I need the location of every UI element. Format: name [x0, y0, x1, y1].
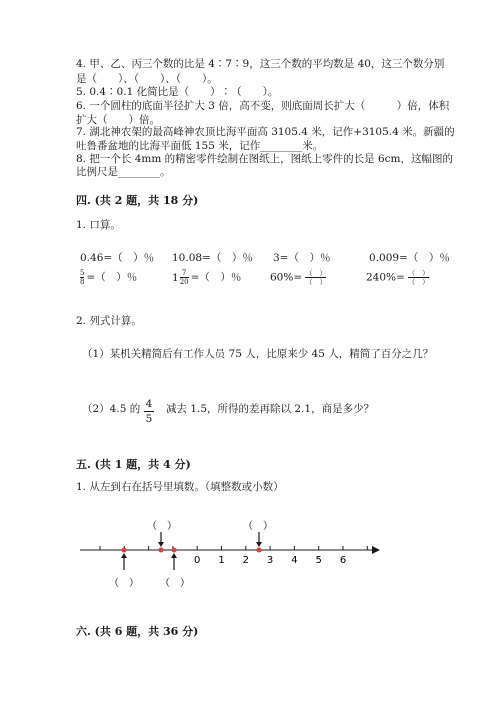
number-line — [0, 510, 500, 595]
fraction-denominator: （ ） — [408, 278, 430, 286]
up-arrow-icon — [121, 553, 127, 570]
down-arrow-icon — [158, 532, 164, 547]
fraction-bar — [144, 411, 154, 412]
point-marker — [122, 548, 127, 553]
section-4-question-1: 1. 口算。 — [76, 219, 121, 231]
question-6-line-2: 扩大（ ）倍。 — [76, 114, 160, 126]
fraction-denominator: 5 — [145, 413, 153, 425]
section-4-question-2: 2. 列式计算。 — [76, 315, 142, 327]
fraction-blank — [408, 269, 429, 286]
oral-calc-f — [172, 269, 241, 286]
fraction-numerator: （ ） — [408, 269, 430, 277]
question-8-line-1: 8. 把一个长 4mm 的精密零件绘制在图纸上，图纸上零件的长是 6cm，这幅图的 — [76, 153, 453, 165]
down-arrow-icon — [256, 532, 262, 547]
oral-calc-f-rest: =（ ）％ — [190, 271, 242, 284]
oral-calc-d: 0.009=（ ）％ — [369, 252, 450, 264]
number-line-tick-labels — [194, 555, 346, 566]
up-arrow-icon — [171, 553, 177, 570]
point-marker — [159, 548, 164, 553]
number-line-tick-label: 2 — [242, 555, 249, 566]
question-8-line-2: 比例尺是________。 — [76, 166, 171, 178]
number-line-tick-label: 0 — [194, 555, 201, 566]
fraction-5-8 — [80, 269, 84, 286]
number-line-tick-label: 6 — [339, 555, 347, 566]
word-problem-1: （1）某机关精简后有工作人员 75 人，比原来少 45 人，精简了百分之几？ — [82, 348, 434, 360]
answer-bracket: （ ） — [109, 578, 139, 589]
point-marker — [257, 548, 262, 553]
answer-bracket: （ ） — [160, 578, 190, 589]
number-line-ticks — [100, 546, 367, 550]
answer-bracket: （ ） — [243, 521, 273, 532]
number-line-tick-label: 3 — [266, 555, 274, 566]
oral-calc-a: 0.46=（ ）％ — [80, 252, 155, 264]
oral-calc-h — [366, 269, 431, 286]
section-6-heading: 六. (共 6 题，共 36 分) — [76, 625, 199, 638]
question-4-line-1: 4. 甲、乙、丙三个数的比是 4∶7∶9，这三个数的平均数是 40，这三个数分别 — [76, 58, 445, 70]
question-6-line-1: 6. 一个圆柱的底面半径扩大 3 倍，高不变，则底面周长扩大（ ）倍，体积 — [76, 100, 450, 112]
question-4-line-2: 是（ ）、（ ）、（ ）。 — [76, 73, 218, 85]
word-problem-2-suffix: 减去 1.5，所得的差再除以 2.1，商是多少？ — [166, 403, 375, 415]
number-line-tick-label: 1 — [218, 555, 225, 566]
mixed-number — [172, 269, 191, 286]
oral-calc-g — [270, 269, 328, 286]
number-line-tick-label: 4 — [291, 555, 298, 566]
fraction-numerator: 7 — [181, 269, 187, 277]
number-line-tick-label: 5 — [315, 555, 322, 566]
point-marker — [172, 548, 177, 553]
section-5-question-1: 1. 从左到右在括号里填数。（填整数或小数） — [76, 481, 284, 493]
oral-calc-e — [80, 269, 137, 286]
mixed-whole: 1 — [172, 271, 179, 284]
question-7-line-1: 7. 湖北神农架的最高峰神农顶比海平面高 3105.4 米，记作+3105.4 米。新疆的 — [76, 126, 455, 138]
fraction-blank — [305, 269, 326, 286]
oral-calc-g-left: 60%= — [270, 271, 303, 284]
fraction-denominator: （ ） — [305, 278, 327, 286]
oral-calc-e-rest: =（ ）％ — [86, 271, 138, 284]
fraction-4-5 — [144, 398, 154, 425]
word-problem-2-prefix: （2）4.5 的 — [82, 403, 141, 415]
oral-calc-b: 10.08=（ ）％ — [172, 252, 253, 264]
question-5: 5. 0.4∶0.1 化简比是（ ）∶（ ）。 — [76, 86, 279, 98]
fraction-7-20 — [180, 269, 189, 286]
fraction-numerator: （ ） — [305, 269, 327, 277]
question-7-line-2: 吐鲁番盆地的比海平面低 155 米，记作________米。 — [76, 140, 324, 152]
answer-bracket: （ ） — [147, 521, 177, 532]
section-5-heading: 五. (共 1 题，共 4 分) — [76, 458, 191, 471]
oral-calc-c: 3=（ ）％ — [273, 252, 331, 264]
fraction-denominator: 20 — [179, 278, 189, 286]
fraction-numerator: 4 — [145, 398, 153, 410]
oral-calc-h-left: 240%= — [366, 271, 405, 284]
fraction-denominator: 8 — [80, 278, 85, 286]
axis-arrow-icon — [372, 546, 380, 554]
fraction-numerator: 5 — [80, 269, 85, 277]
section-4-heading: 四. (共 2 题，共 18 分) — [76, 194, 199, 207]
